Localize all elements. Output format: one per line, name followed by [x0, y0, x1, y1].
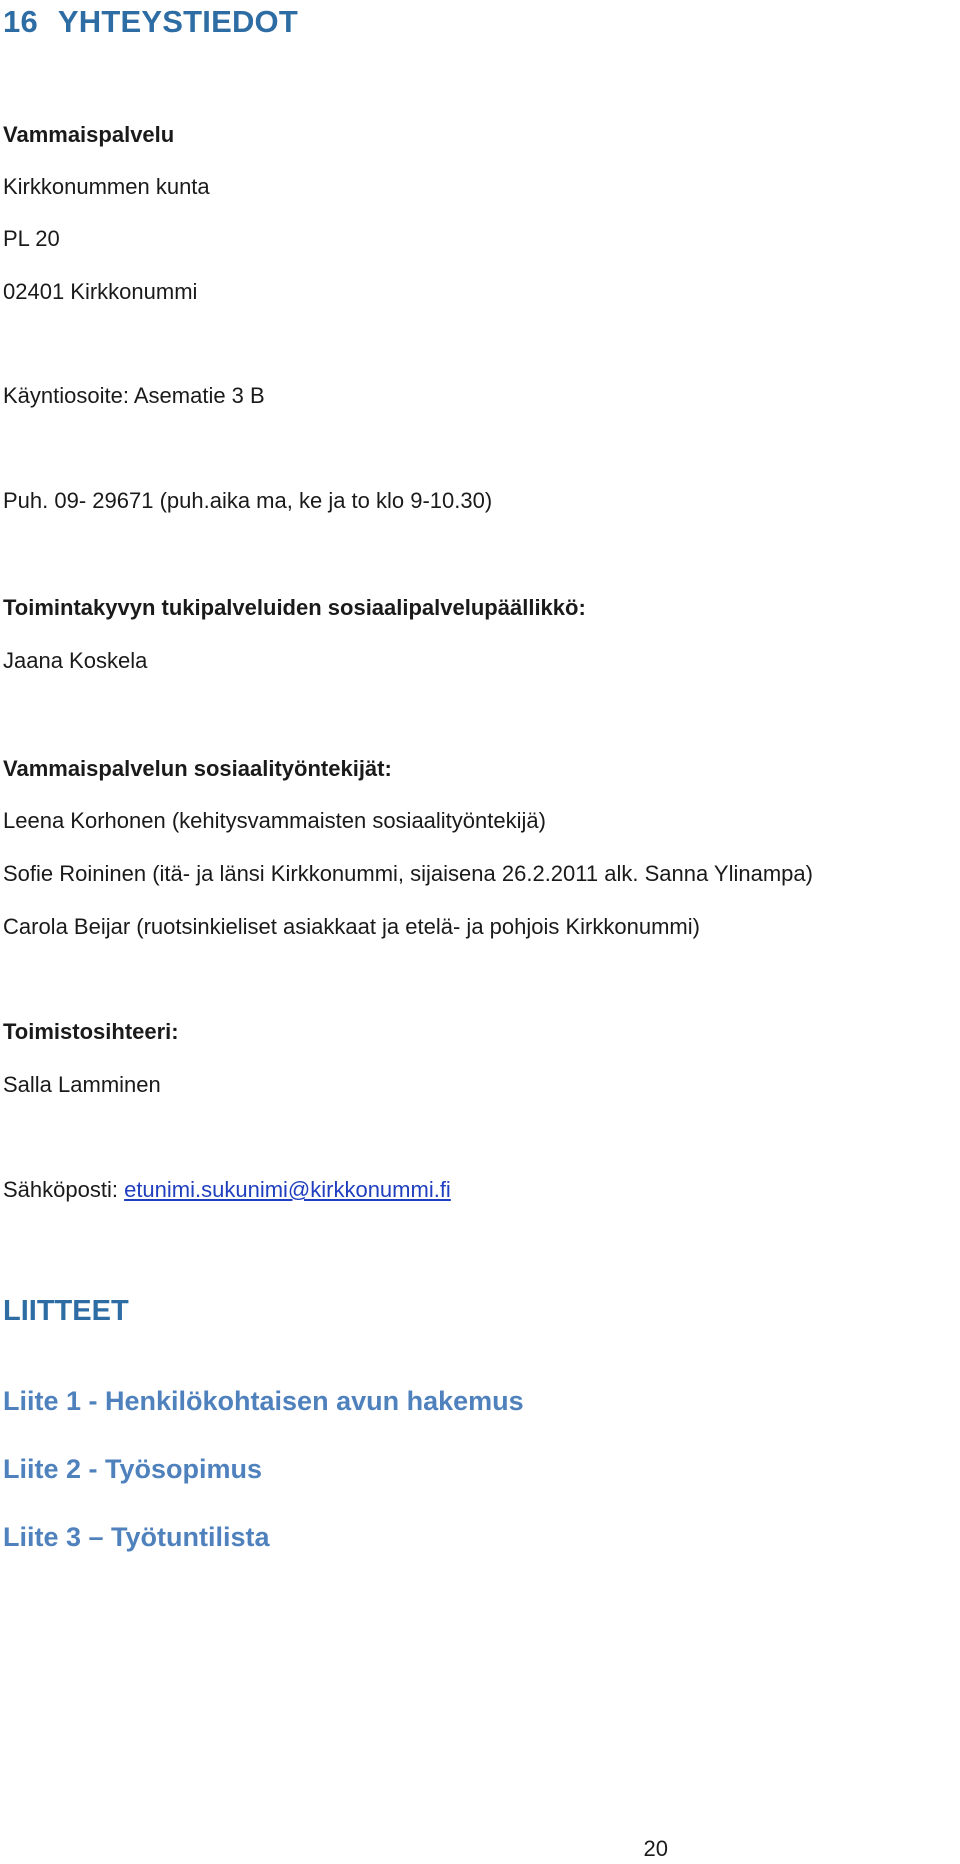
- office-po-box: PL 20: [3, 226, 60, 251]
- page-number: 20: [643, 1836, 668, 1861]
- section-title: YHTEYSTIEDOT: [57, 4, 298, 39]
- attachment-item-2: Liite 2 - Työsopimus: [3, 1454, 263, 1484]
- manager-label: Toimintakyvyn tukipalveluiden sosiaalipalvelupäällikkö:: [3, 595, 586, 620]
- attachment-item-3: Liite 3 – Työtuntilista: [3, 1522, 270, 1552]
- social-worker-item: Sofie Roininen (itä- ja länsi Kirkkonummi, sijaisena 26.2.2011 alk. Sanna Ylinampa): [3, 861, 813, 886]
- social-workers-label: Vammaispalvelun sosiaalityöntekijät:: [3, 756, 392, 781]
- email-link[interactable]: etunimi.sukunimi@kirkkonummi.fi: [124, 1177, 451, 1202]
- email-label: Sähköposti:: [3, 1177, 125, 1202]
- social-worker-item: Leena Korhonen (kehitysvammaisten sosiaalityöntekijä): [3, 808, 546, 833]
- office-phone: Puh. 09- 29671 (puh.aika ma, ke ja to klo 9-10.30): [3, 488, 493, 513]
- office-postal-address: 02401 Kirkkonummi: [3, 279, 198, 304]
- social-worker-item: Carola Beijar (ruotsinkieliset asiakkaat ja etelä- ja pohjois Kirkkonummi): [3, 914, 700, 939]
- section-heading: [3, 6, 298, 37]
- office-visiting-address: Käyntiosoite: Asematie 3 B: [3, 383, 265, 408]
- secretary-name: Salla Lamminen: [3, 1072, 161, 1097]
- email-line: [3, 1179, 451, 1201]
- attachments-title: LIITTEET: [3, 1295, 129, 1327]
- office-name: Vammaispalvelu: [3, 122, 175, 147]
- section-number: 16: [3, 4, 38, 39]
- secretary-label: Toimistosihteeri:: [3, 1019, 179, 1044]
- attachment-item-1: Liite 1 - Henkilökohtaisen avun hakemus: [3, 1386, 524, 1416]
- manager-name: Jaana Koskela: [3, 648, 148, 673]
- office-municipality: Kirkkonummen kunta: [3, 174, 210, 199]
